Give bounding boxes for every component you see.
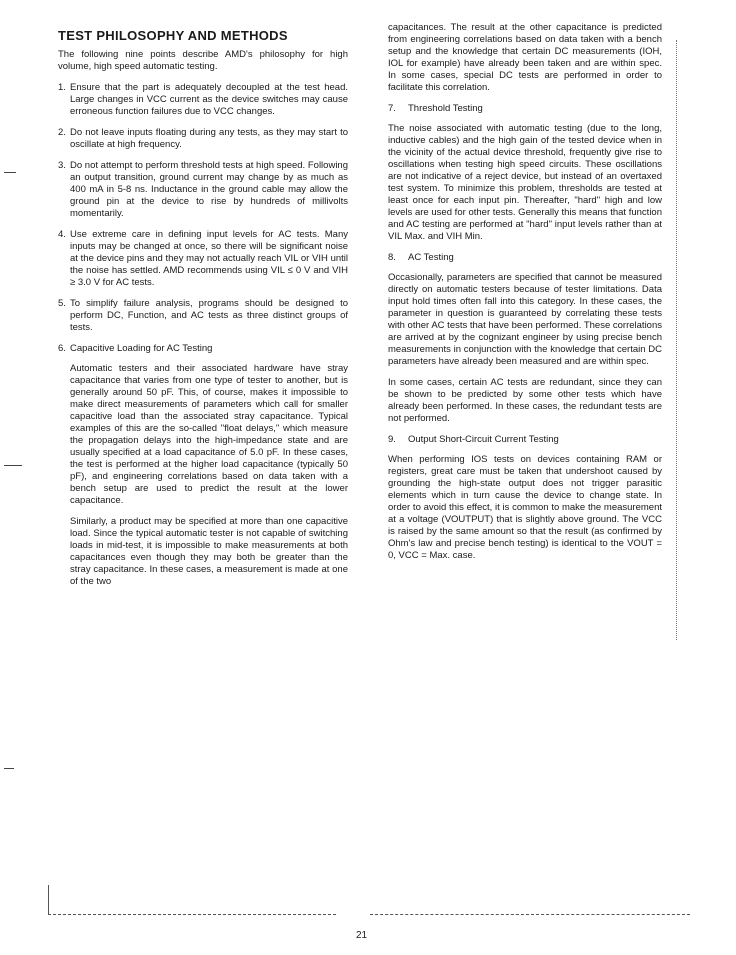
item-number: 5. bbox=[58, 298, 66, 309]
item-text: Do not attempt to perform threshold tests at high speed. Following an output transition, ground current may change by as much as 400 mA in 5-8 ns. Inductance in the ground cable may allow the ground pin at the device to rise by hundreds of millivolts momentarily. bbox=[70, 160, 348, 219]
item-7-paragraph: The noise associated with automatic testing (due to the long, inductive cables) and the high gain of the tested device when in the vicinity of the actual device threshold, frequently give rise to oscillations when testing high speed circuits. These oscillations are not indicative of a reject device, but instead of an overtaxed test system. To minimize this problem, thresholds are tested at least once for each input pin. Thereafter, "hard" high and low levels are used for other tests. Generally this means that function and AC testing are performed at "hard" input levels rather than at VIL Max. and VIH Min. bbox=[388, 123, 662, 242]
right-column bbox=[388, 22, 662, 571]
item-number: 3. bbox=[58, 160, 66, 171]
margin-rule bbox=[676, 40, 677, 640]
item-number: 1. bbox=[58, 82, 66, 93]
item-number: 8. bbox=[388, 252, 396, 263]
item-text: Use extreme care in defining input levels for AC tests. Many inputs may be changed at once, so there will be significant noise at the device pins and they may not actually reach VIL or VIH until the noise has settled. AMD recommends using VIL ≤ 0 V and VIH ≥ 3.0 V for AC tests. bbox=[70, 229, 348, 288]
item-6-paragraph-2: Similarly, a product may be specified at more than one capacitive load. Since the typical automatic tester is not capable of switching loads in mid-test, it is impossible to make measurements at both capacitances even though they may both be greater than the stray capacitance. In these cases, a measurement is made at one of the two bbox=[70, 516, 348, 587]
item-6-heading bbox=[58, 343, 348, 355]
item-7-heading bbox=[388, 103, 662, 115]
item-text: To simplify failure analysis, programs should be designed to perform DC, Function, and AC tests as three distinct groups of tests. bbox=[70, 298, 348, 333]
item-text: Do not leave inputs floating during any tests, as they may start to oscillate at high frequency. bbox=[70, 127, 348, 150]
section-title: TEST PHILOSOPHY AND METHODS bbox=[58, 28, 288, 43]
bottom-rule bbox=[370, 914, 690, 915]
item-8-paragraph-1: Occasionally, parameters are specified that cannot be measured directly on automatic testers because of tester limitations. Data input hold times often fall into this category. In these cases, the parameter in question is guaranteed by correlating these tests with other AC tests that have been performed. These correlations are arrived at by the cognizant engineer by using precise bench measurements in conjunction with the knowledge that certain DC parameters have already been measured and are within spec. bbox=[388, 272, 662, 367]
item-6-paragraph-1: Automatic testers and their associated hardware have stray capacitance that varies from one type of tester to another, but is generally around 50 pF. This, of course, makes it impossible to make direct measurements of parameters which call for smaller capacitive load than the associated stray capacitance. Typical examples of this are the so-called "float delays," which measure the propagation delays into the high-impedance state and are usually specified at a load capacitance of 5.0 pF. In these cases, the test is performed at the higher load capacitance (typically 50 pF), and engineering correlations based on data taken with a bench setup are used to predict the result at the lower capacitance. bbox=[70, 363, 348, 506]
item-text: Ensure that the part is adequately decoupled at the test head. Large changes in VCC current as the device switches may cause erroneous function failures due to VCC changes. bbox=[70, 82, 348, 117]
item-heading: Capacitive Loading for AC Testing bbox=[70, 343, 213, 354]
item-number: 9. bbox=[388, 434, 396, 445]
bottom-rule bbox=[48, 914, 336, 915]
item-heading: AC Testing bbox=[408, 252, 454, 263]
scan-mark bbox=[4, 768, 14, 769]
item-8-paragraph-2: In some cases, certain AC tests are redundant, since they can be shown to be predicted by some other tests which have already been performed. In these cases, the redundant tests are not performed. bbox=[388, 377, 662, 424]
item-number: 7. bbox=[388, 103, 396, 114]
list-item-4 bbox=[58, 229, 348, 289]
list-item-1 bbox=[58, 82, 348, 118]
list-item-2 bbox=[58, 127, 348, 151]
item-9-paragraph: When performing IOS tests on devices containing RAM or registers, great care must be taken that undershoot caused by grounding the high-state output does not trigger parasitic elements which in turn cause the device to change state. In order to avoid this effect, it is common to make the measurement at a voltage (VOUTPUT) that is slightly above ground. The VCC is raised by the same amount so that the result (as confirmed by Ohm's law and precise bench testing) is identical to the VOUT = 0, VCC = Max. case. bbox=[388, 454, 662, 561]
item-number: 2. bbox=[58, 127, 66, 138]
continuation-paragraph: capacitances. The result at the other capacitance is predicted from engineering correlations based on data taken with a bench setup and the knowledge that certain DC measurements (IOH, IOL for example) have already been taken and are within spec. In some cases, special DC tests are performed in order to facilitate this correlation. bbox=[388, 22, 662, 93]
item-8-heading bbox=[388, 252, 662, 264]
item-heading: Output Short-Circuit Current Testing bbox=[408, 434, 559, 445]
item-number: 6. bbox=[58, 343, 66, 354]
page-number: 21 bbox=[356, 930, 368, 941]
scan-mark bbox=[4, 172, 16, 173]
item-heading: Threshold Testing bbox=[408, 103, 483, 114]
scan-mark bbox=[4, 465, 22, 466]
margin-rule bbox=[48, 885, 49, 915]
list-item-5 bbox=[58, 298, 348, 334]
intro-paragraph: The following nine points describe AMD's philosophy for high volume, high speed automatic testing. bbox=[58, 49, 348, 72]
item-number: 4. bbox=[58, 229, 66, 240]
list-item-3 bbox=[58, 160, 348, 220]
item-9-heading bbox=[388, 434, 662, 446]
left-column bbox=[58, 22, 348, 597]
